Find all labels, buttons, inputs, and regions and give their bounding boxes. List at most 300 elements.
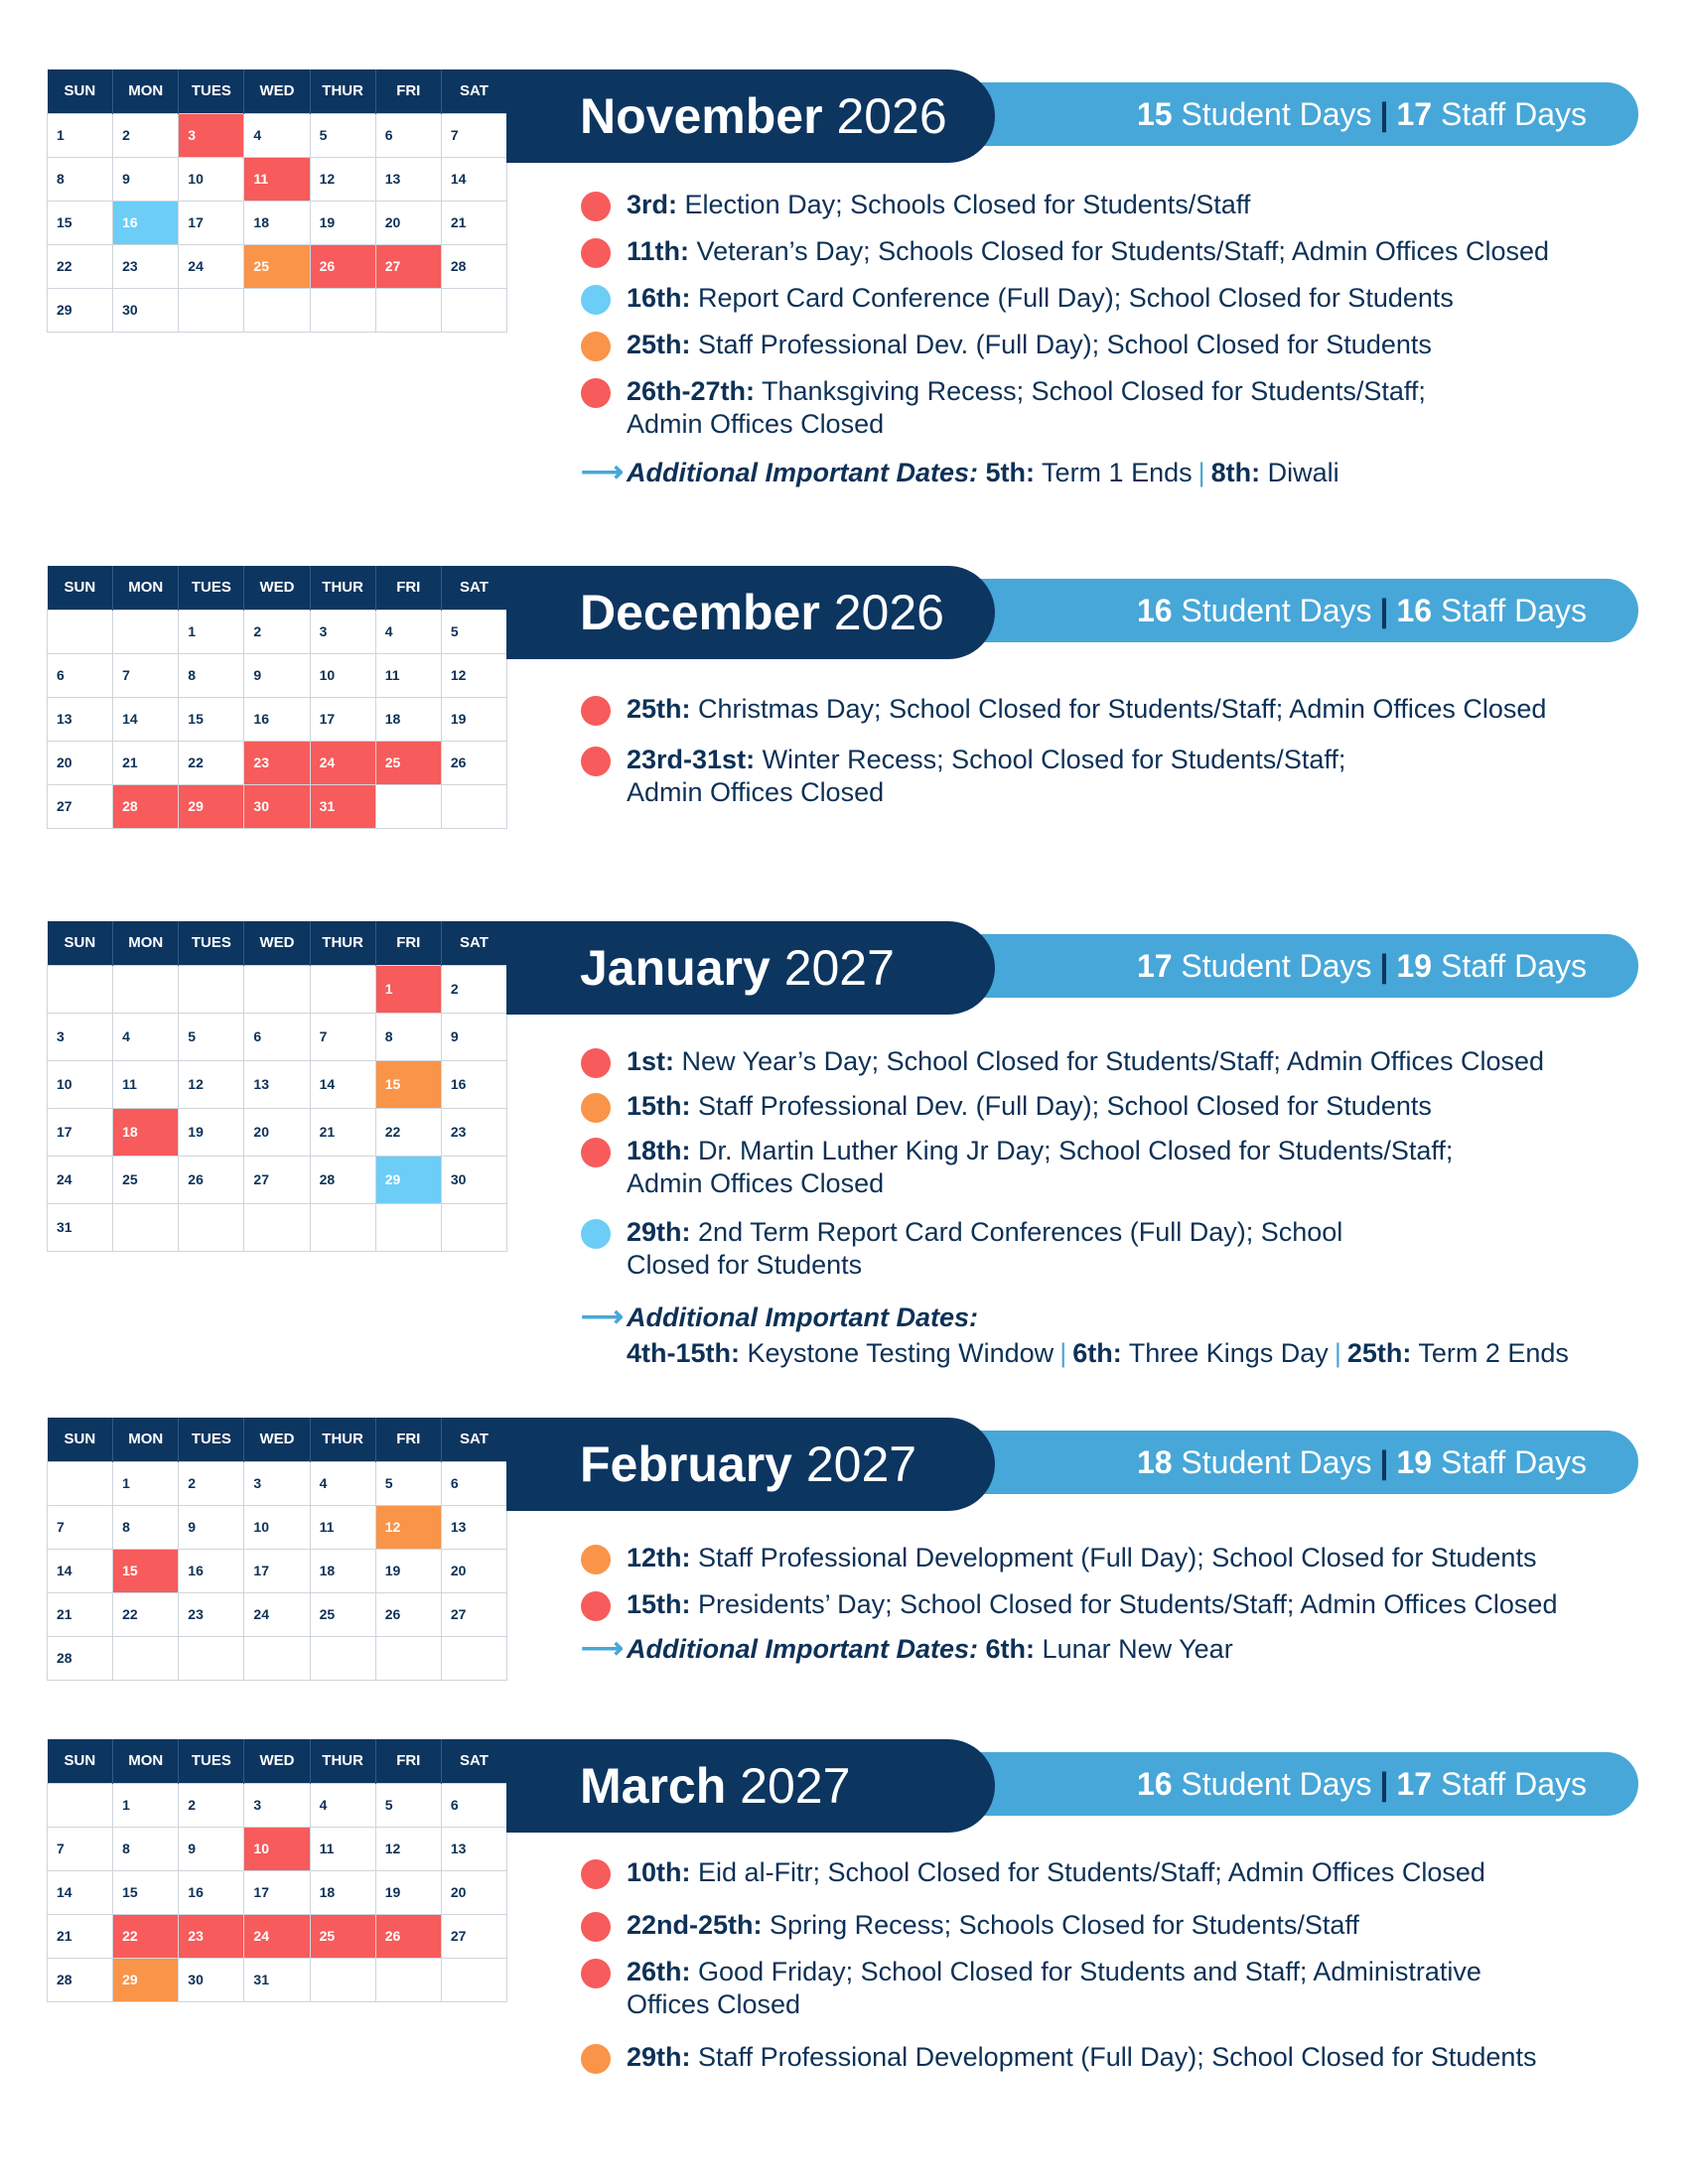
calendar-day: 26 bbox=[375, 1592, 441, 1636]
calendar-week-row bbox=[48, 1549, 507, 1592]
calendar-day: 20 bbox=[441, 1549, 506, 1592]
day-counts-bar bbox=[923, 579, 1638, 642]
weekday-header: SAT bbox=[441, 1739, 506, 1783]
calendar-day: 8 bbox=[48, 157, 113, 201]
additional-dates bbox=[581, 455, 1653, 490]
weekday-header: TUES bbox=[179, 566, 244, 610]
calendar-day: 2 bbox=[179, 1783, 244, 1827]
month-title-bar bbox=[506, 1418, 995, 1511]
month-title bbox=[580, 566, 944, 659]
calendar-day: 15 bbox=[113, 1870, 179, 1914]
calendar-day: 18 bbox=[310, 1549, 375, 1592]
calendar-day: 20 bbox=[48, 741, 113, 784]
calendar-day: 21 bbox=[113, 741, 179, 784]
weekday-header: WED bbox=[244, 1418, 310, 1461]
event-item bbox=[581, 1135, 1653, 1200]
calendar-empty-cell bbox=[179, 1203, 244, 1251]
calendar-day: 17 bbox=[244, 1870, 310, 1914]
calendar-week-row bbox=[48, 1783, 507, 1827]
day-counts-bar bbox=[923, 1431, 1638, 1494]
calendar-day: 22 bbox=[375, 1108, 441, 1156]
calendar-day: 29 bbox=[113, 1958, 179, 2001]
student-days-count: 16 bbox=[1136, 1766, 1173, 1802]
event-item bbox=[581, 1956, 1653, 2021]
calendar-week-row bbox=[48, 1060, 507, 1108]
mini-calendar bbox=[47, 1739, 507, 2002]
calendar-day: 8 bbox=[375, 1013, 441, 1060]
weekday-header: SUN bbox=[48, 1739, 113, 1783]
red-dot-icon bbox=[581, 238, 611, 268]
staff-days-label: Staff Days bbox=[1440, 96, 1587, 132]
additional-date-text: Term 2 Ends bbox=[1418, 1338, 1569, 1368]
calendar-day: 18 bbox=[244, 201, 310, 244]
calendar-day: 14 bbox=[113, 697, 179, 741]
calendar-day: 7 bbox=[310, 1013, 375, 1060]
calendar-empty-cell bbox=[113, 610, 179, 653]
calendar-day: 15 bbox=[48, 201, 113, 244]
calendar-day: 4 bbox=[375, 610, 441, 653]
day-counts bbox=[1137, 1752, 1587, 1816]
event-date: 23rd-31st: bbox=[627, 745, 756, 774]
calendar-empty-cell bbox=[441, 1203, 506, 1251]
calendar-day: 17 bbox=[244, 1549, 310, 1592]
calendar-day: 12 bbox=[310, 157, 375, 201]
calendar-day: 30 bbox=[113, 288, 179, 332]
month-year: 2026 bbox=[836, 88, 947, 144]
calendar-day: 31 bbox=[310, 784, 375, 828]
calendar-day: 9 bbox=[179, 1505, 244, 1549]
month-title-bar bbox=[506, 69, 995, 163]
weekday-header: WED bbox=[244, 1739, 310, 1783]
red-dot-icon bbox=[581, 378, 611, 408]
calendar-day: 29 bbox=[179, 784, 244, 828]
calendar-day: 19 bbox=[179, 1108, 244, 1156]
red-dot-icon bbox=[581, 1138, 611, 1167]
calendar-empty-cell bbox=[244, 965, 310, 1013]
weekday-header: MON bbox=[113, 1739, 179, 1783]
event-item bbox=[581, 1588, 1653, 1621]
calendar-empty-cell bbox=[244, 288, 310, 332]
calendar-day: 2 bbox=[179, 1461, 244, 1505]
additional-date: 5th: bbox=[985, 458, 1036, 487]
student-days-label: Student Days bbox=[1181, 593, 1372, 628]
month-title bbox=[580, 69, 947, 163]
event-description: Christmas Day; School Closed for Students/Staff; Admin Offices Closed bbox=[698, 694, 1547, 724]
calendar-empty-cell bbox=[244, 1636, 310, 1680]
calendar-day: 13 bbox=[375, 157, 441, 201]
calendar-day: 23 bbox=[179, 1592, 244, 1636]
day-counts bbox=[1137, 1431, 1587, 1494]
calendar-empty-cell bbox=[48, 610, 113, 653]
event-list bbox=[581, 1856, 1653, 2074]
weekday-header: FRI bbox=[375, 921, 441, 965]
event-date: 29th: bbox=[627, 1217, 691, 1247]
event-item bbox=[581, 2041, 1653, 2074]
additional-date: 6th: bbox=[1072, 1338, 1122, 1368]
event-item bbox=[581, 1856, 1653, 1889]
event-description: Eid al-Fitr; School Closed for Students/Staff; Admin Offices Closed bbox=[698, 1857, 1485, 1887]
calendar-week-row bbox=[48, 1827, 507, 1870]
calendar-day: 26 bbox=[441, 741, 506, 784]
blue-dot-icon bbox=[581, 1219, 611, 1249]
calendar-day: 19 bbox=[310, 201, 375, 244]
weekday-header: SUN bbox=[48, 921, 113, 965]
calendar-week-row bbox=[48, 1636, 507, 1680]
calendar-week-row bbox=[48, 1156, 507, 1203]
weekday-header: THUR bbox=[310, 1418, 375, 1461]
calendar-day: 25 bbox=[310, 1592, 375, 1636]
calendar-empty-cell bbox=[375, 288, 441, 332]
calendar-day: 19 bbox=[375, 1549, 441, 1592]
calendar-day: 16 bbox=[244, 697, 310, 741]
calendar-day: 7 bbox=[48, 1505, 113, 1549]
additional-date-text: Term 1 Ends bbox=[1042, 458, 1193, 487]
month-name: February bbox=[580, 1436, 792, 1492]
month-name: November bbox=[580, 88, 823, 144]
calendar-week-row bbox=[48, 1108, 507, 1156]
additional-date-text: Diwali bbox=[1267, 458, 1339, 487]
calendar-day: 5 bbox=[375, 1461, 441, 1505]
event-date: 3rd: bbox=[627, 190, 678, 219]
event-description: Winter Recess; School Closed for Students/Staff; bbox=[762, 745, 1346, 774]
calendar-day: 9 bbox=[179, 1827, 244, 1870]
event-item bbox=[581, 1542, 1653, 1574]
event-date: 15th: bbox=[627, 1589, 691, 1619]
month-title-bar bbox=[506, 921, 995, 1015]
calendar-day: 2 bbox=[113, 113, 179, 157]
red-dot-icon bbox=[581, 1959, 611, 1988]
calendar-day: 26 bbox=[310, 244, 375, 288]
event-description: Veteran’s Day; Schools Closed for Students/Staff; Admin Offices Closed bbox=[696, 236, 1550, 266]
calendar-empty-cell bbox=[179, 288, 244, 332]
calendar-empty-cell bbox=[375, 1203, 441, 1251]
weekday-header: SUN bbox=[48, 566, 113, 610]
event-date: 16th: bbox=[627, 283, 691, 313]
calendar-day: 23 bbox=[244, 741, 310, 784]
month-year: 2026 bbox=[833, 585, 944, 640]
calendar-day: 29 bbox=[375, 1156, 441, 1203]
calendar-day: 6 bbox=[375, 113, 441, 157]
calendar-day: 3 bbox=[310, 610, 375, 653]
calendar-day: 1 bbox=[179, 610, 244, 653]
weekday-header: WED bbox=[244, 921, 310, 965]
calendar-week-row bbox=[48, 201, 507, 244]
mini-calendar bbox=[47, 566, 507, 829]
weekday-header: MON bbox=[113, 921, 179, 965]
event-description: 2nd Term Report Card Conferences (Full Day); School bbox=[698, 1217, 1343, 1247]
calendar-day: 4 bbox=[310, 1461, 375, 1505]
calendar-day: 6 bbox=[48, 653, 113, 697]
calendar-day: 21 bbox=[441, 201, 506, 244]
calendar-week-row bbox=[48, 157, 507, 201]
month-title bbox=[580, 1418, 916, 1511]
weekday-header: SUN bbox=[48, 69, 113, 113]
calendar-empty-cell bbox=[375, 1958, 441, 2001]
event-description-cont: Admin Offices Closed bbox=[627, 409, 885, 439]
calendar-day: 2 bbox=[441, 965, 506, 1013]
calendar-empty-cell bbox=[48, 1461, 113, 1505]
calendar-day: 31 bbox=[244, 1958, 310, 2001]
event-list bbox=[581, 1542, 1653, 1667]
weekday-header: WED bbox=[244, 566, 310, 610]
calendar-day: 14 bbox=[48, 1549, 113, 1592]
calendar-week-row bbox=[48, 1013, 507, 1060]
student-days-count: 15 bbox=[1136, 96, 1173, 132]
weekday-header: SAT bbox=[441, 1418, 506, 1461]
calendar-week-row bbox=[48, 965, 507, 1013]
calendar-week-row bbox=[48, 1958, 507, 2001]
event-item bbox=[581, 375, 1653, 441]
month-year: 2027 bbox=[783, 940, 895, 996]
calendar-day: 22 bbox=[48, 244, 113, 288]
calendar-week-row bbox=[48, 1461, 507, 1505]
calendar-day: 18 bbox=[310, 1870, 375, 1914]
event-date: 26th-27th: bbox=[627, 376, 756, 406]
event-date: 22nd-25th: bbox=[627, 1910, 763, 1940]
weekday-header: TUES bbox=[179, 1739, 244, 1783]
calendar-day: 25 bbox=[113, 1156, 179, 1203]
arrow-right-icon: ⟶ bbox=[581, 1300, 625, 1333]
calendar-day: 19 bbox=[441, 697, 506, 741]
separator: | bbox=[1059, 1338, 1067, 1368]
day-counts bbox=[1137, 82, 1587, 146]
additional-date-text: Keystone Testing Window bbox=[747, 1338, 1055, 1368]
event-list bbox=[581, 693, 1653, 809]
calendar-day: 6 bbox=[244, 1013, 310, 1060]
calendar-day: 19 bbox=[375, 1870, 441, 1914]
calendar-day: 18 bbox=[113, 1108, 179, 1156]
staff-days-count: 19 bbox=[1396, 1444, 1433, 1480]
event-date: 11th: bbox=[627, 236, 690, 266]
calendar-day: 23 bbox=[113, 244, 179, 288]
calendar-day: 9 bbox=[441, 1013, 506, 1060]
event-date: 12th: bbox=[627, 1543, 691, 1572]
arrow-right-icon: ⟶ bbox=[581, 456, 625, 488]
event-item bbox=[581, 1909, 1653, 1942]
calendar-day: 11 bbox=[310, 1505, 375, 1549]
calendar-day: 11 bbox=[244, 157, 310, 201]
additional-dates-label: Additional Important Dates: bbox=[627, 458, 979, 487]
calendar-day: 27 bbox=[375, 244, 441, 288]
weekday-header: THUR bbox=[310, 69, 375, 113]
additional-date: 25th: bbox=[1346, 1338, 1412, 1368]
student-days-label: Student Days bbox=[1181, 1766, 1372, 1802]
calendar-day: 5 bbox=[310, 113, 375, 157]
calendar-day: 20 bbox=[244, 1108, 310, 1156]
weekday-header: SAT bbox=[441, 69, 506, 113]
calendar-day: 24 bbox=[310, 741, 375, 784]
calendar-empty-cell bbox=[375, 1636, 441, 1680]
calendar-day: 2 bbox=[244, 610, 310, 653]
calendar-day: 27 bbox=[441, 1592, 506, 1636]
calendar-day: 7 bbox=[48, 1827, 113, 1870]
staff-days-label: Staff Days bbox=[1440, 948, 1587, 984]
red-dot-icon bbox=[581, 1859, 611, 1889]
red-dot-icon bbox=[581, 696, 611, 726]
calendar-day: 23 bbox=[179, 1914, 244, 1958]
staff-days-label: Staff Days bbox=[1440, 593, 1587, 628]
calendar-day: 24 bbox=[48, 1156, 113, 1203]
calendar-day: 13 bbox=[48, 697, 113, 741]
calendar-day: 8 bbox=[113, 1505, 179, 1549]
staff-days-count: 19 bbox=[1396, 948, 1433, 984]
event-description: Thanksgiving Recess; School Closed for Students/Staff; bbox=[762, 376, 1426, 406]
calendar-week-row bbox=[48, 610, 507, 653]
weekday-header: FRI bbox=[375, 69, 441, 113]
additional-date: 6th: bbox=[985, 1634, 1036, 1664]
calendar-empty-cell bbox=[113, 1636, 179, 1680]
calendar-day: 28 bbox=[48, 1636, 113, 1680]
calendar-day: 10 bbox=[310, 653, 375, 697]
blue-dot-icon bbox=[581, 285, 611, 315]
calendar-day: 30 bbox=[179, 1958, 244, 2001]
calendar-day: 27 bbox=[441, 1914, 506, 1958]
calendar-day: 4 bbox=[113, 1013, 179, 1060]
calendar-day: 4 bbox=[244, 113, 310, 157]
calendar-week-row bbox=[48, 1914, 507, 1958]
student-days-count: 17 bbox=[1136, 948, 1173, 984]
arrow-right-icon: ⟶ bbox=[581, 1632, 625, 1665]
calendar-day: 12 bbox=[441, 653, 506, 697]
calendar-empty-cell bbox=[310, 1958, 375, 2001]
calendar-day: 24 bbox=[179, 244, 244, 288]
event-date: 15th: bbox=[627, 1091, 691, 1121]
calendar-day: 22 bbox=[179, 741, 244, 784]
month-year: 2027 bbox=[740, 1758, 851, 1814]
event-date: 18th: bbox=[627, 1136, 691, 1165]
calendar-empty-cell bbox=[113, 965, 179, 1013]
month-title-bar bbox=[506, 566, 995, 659]
calendar-day: 14 bbox=[48, 1870, 113, 1914]
event-item bbox=[581, 1090, 1653, 1123]
separator: | bbox=[1334, 1338, 1341, 1368]
calendar-day: 3 bbox=[179, 113, 244, 157]
calendar-week-row bbox=[48, 697, 507, 741]
calendar-day: 9 bbox=[244, 653, 310, 697]
calendar-day: 3 bbox=[244, 1783, 310, 1827]
event-description-cont: Admin Offices Closed bbox=[627, 777, 885, 807]
additional-dates-label: Additional Important Dates: bbox=[627, 1302, 979, 1332]
calendar-day: 14 bbox=[310, 1060, 375, 1108]
mini-calendar bbox=[47, 1418, 507, 1681]
student-days-label: Student Days bbox=[1181, 948, 1372, 984]
event-item bbox=[581, 744, 1653, 809]
calendar-day: 16 bbox=[179, 1870, 244, 1914]
calendar-day: 5 bbox=[441, 610, 506, 653]
calendar-day: 27 bbox=[48, 784, 113, 828]
calendar-day: 6 bbox=[441, 1783, 506, 1827]
calendar-day: 21 bbox=[310, 1108, 375, 1156]
calendar-week-row bbox=[48, 784, 507, 828]
calendar-day: 5 bbox=[375, 1783, 441, 1827]
event-description: Staff Professional Dev. (Full Day); School Closed for Students bbox=[698, 330, 1432, 359]
calendar-day: 28 bbox=[310, 1156, 375, 1203]
staff-days-count: 16 bbox=[1396, 593, 1433, 628]
calendar-day: 30 bbox=[244, 784, 310, 828]
calendar-day: 27 bbox=[244, 1156, 310, 1203]
calendar-day: 17 bbox=[310, 697, 375, 741]
calendar-day: 12 bbox=[179, 1060, 244, 1108]
event-description: Staff Professional Development (Full Day); School Closed for Students bbox=[698, 2042, 1537, 2072]
event-description: Election Day; Schools Closed for Students/Staff bbox=[684, 190, 1251, 219]
event-description: Spring Recess; Schools Closed for Students/Staff bbox=[770, 1910, 1359, 1940]
orange-dot-icon bbox=[581, 332, 611, 361]
calendar-day: 15 bbox=[179, 697, 244, 741]
event-item bbox=[581, 329, 1653, 361]
weekday-header: MON bbox=[113, 566, 179, 610]
calendar-day: 26 bbox=[179, 1156, 244, 1203]
event-description-cont: Admin Offices Closed bbox=[627, 1168, 885, 1198]
calendar-day: 7 bbox=[113, 653, 179, 697]
calendar-empty-cell bbox=[244, 1203, 310, 1251]
event-item bbox=[581, 282, 1653, 315]
calendar-empty-cell bbox=[48, 1783, 113, 1827]
student-days-label: Student Days bbox=[1181, 96, 1372, 132]
separator: | bbox=[1379, 593, 1389, 628]
student-days-label: Student Days bbox=[1181, 1444, 1372, 1480]
calendar-day: 22 bbox=[113, 1592, 179, 1636]
calendar-day: 11 bbox=[113, 1060, 179, 1108]
calendar-day: 12 bbox=[375, 1505, 441, 1549]
event-date: 26th: bbox=[627, 1957, 691, 1986]
calendar-day: 21 bbox=[48, 1914, 113, 1958]
calendar-day: 28 bbox=[48, 1958, 113, 2001]
student-days-count: 18 bbox=[1136, 1444, 1173, 1480]
weekday-header: SUN bbox=[48, 1418, 113, 1461]
calendar-empty-cell bbox=[48, 965, 113, 1013]
calendar-day: 10 bbox=[244, 1827, 310, 1870]
weekday-header: THUR bbox=[310, 921, 375, 965]
separator: | bbox=[1379, 1444, 1389, 1480]
calendar-empty-cell bbox=[310, 965, 375, 1013]
calendar-day: 15 bbox=[375, 1060, 441, 1108]
calendar-week-row bbox=[48, 1203, 507, 1251]
event-description-cont: Offices Closed bbox=[627, 1989, 801, 2019]
calendar-day: 8 bbox=[179, 653, 244, 697]
month-name: December bbox=[580, 585, 820, 640]
calendar-day: 13 bbox=[441, 1827, 506, 1870]
calendar-day: 26 bbox=[375, 1914, 441, 1958]
calendar-week-row bbox=[48, 1505, 507, 1549]
calendar-week-row bbox=[48, 653, 507, 697]
staff-days-count: 17 bbox=[1396, 1766, 1433, 1802]
calendar-empty-cell bbox=[441, 784, 506, 828]
event-list bbox=[581, 1045, 1653, 1371]
mini-calendar bbox=[47, 921, 507, 1252]
weekday-header: MON bbox=[113, 69, 179, 113]
weekday-header: SAT bbox=[441, 921, 506, 965]
additional-date: 4th-15th: bbox=[627, 1338, 740, 1368]
calendar-empty-cell bbox=[441, 1636, 506, 1680]
calendar-day: 31 bbox=[48, 1203, 113, 1251]
weekday-header: TUES bbox=[179, 69, 244, 113]
calendar-day: 12 bbox=[375, 1827, 441, 1870]
event-description: New Year’s Day; School Closed for Students/Staff; Admin Offices Closed bbox=[681, 1046, 1545, 1076]
calendar-day: 28 bbox=[441, 244, 506, 288]
mini-calendar bbox=[47, 69, 507, 333]
event-date: 25th: bbox=[627, 694, 691, 724]
calendar-empty-cell bbox=[310, 1636, 375, 1680]
calendar-day: 14 bbox=[441, 157, 506, 201]
calendar-day: 1 bbox=[113, 1783, 179, 1827]
weekday-header: THUR bbox=[310, 1739, 375, 1783]
staff-days-label: Staff Days bbox=[1440, 1766, 1587, 1802]
weekday-header: THUR bbox=[310, 566, 375, 610]
calendar-week-row bbox=[48, 244, 507, 288]
calendar-day: 11 bbox=[310, 1827, 375, 1870]
calendar-day: 25 bbox=[310, 1914, 375, 1958]
calendar-empty-cell bbox=[113, 1203, 179, 1251]
